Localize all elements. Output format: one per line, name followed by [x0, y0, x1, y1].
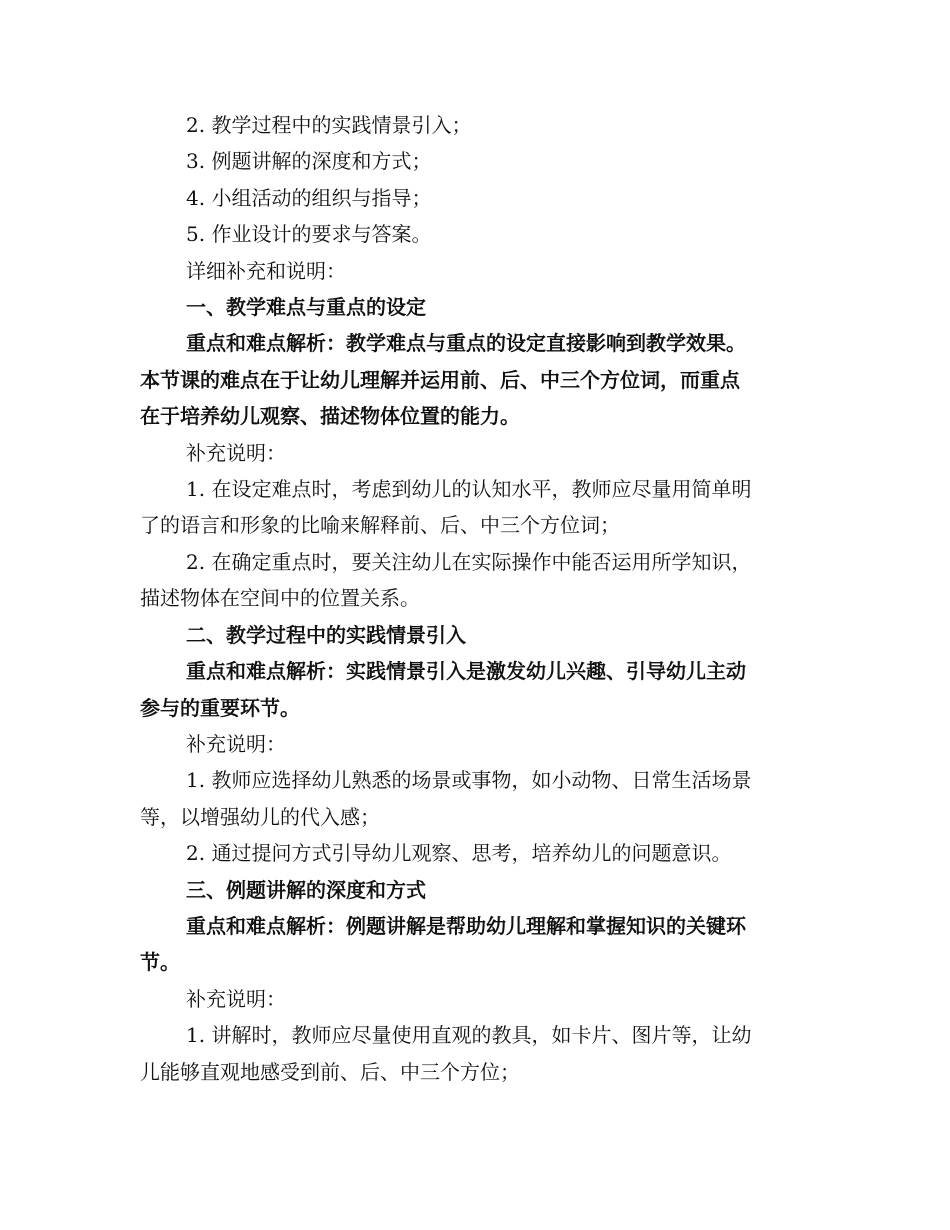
- paragraph-line: 详细补充和说明：: [186, 258, 346, 283]
- analysis-line: 重点和难点解析：教学难点与重点的设定直接影响到教学效果。: [186, 331, 746, 356]
- section-heading: 三、例题讲解的深度和方式: [186, 877, 426, 902]
- section-heading: 一、教学难点与重点的设定: [186, 295, 426, 320]
- analysis-line: 节。: [140, 950, 180, 975]
- list-item-line: 1. 教师应选择幼儿熟悉的场景或事物，如小动物、日常生活场景: [186, 768, 752, 793]
- list-item-line: 5. 作业设计的要求与答案。: [186, 222, 432, 247]
- paragraph-line: 补充说明：: [186, 440, 286, 465]
- list-item-line: 了的语言和形象的比喻来解释前、后、中三个方位词；: [140, 513, 620, 538]
- section-heading: 二、教学过程中的实践情景引入: [186, 622, 466, 647]
- list-item-line: 儿能够直观地感受到前、后、中三个方位；: [140, 1059, 520, 1084]
- list-item-line: 1. 讲解时，教师应尽量使用直观的教具，如卡片、图片等，让幼: [186, 1023, 752, 1048]
- analysis-line: 重点和难点解析：例题讲解是帮助幼儿理解和掌握知识的关键环: [186, 913, 746, 938]
- list-item-line: 2. 通过提问方式引导幼儿观察、思考，培养幼儿的问题意识。: [186, 841, 732, 866]
- list-item-line: 2. 在确定重点时，要关注幼儿在实际操作中能否运用所学知识，: [186, 549, 752, 574]
- analysis-line: 参与的重要环节。: [140, 695, 300, 720]
- list-item-line: 等，以增强幼儿的代入感；: [140, 804, 380, 829]
- list-item-line: 3. 例题讲解的深度和方式；: [186, 149, 432, 174]
- analysis-line: 在于培养幼儿观察、描述物体位置的能力。: [140, 404, 520, 429]
- list-item-line: 2. 教学过程中的实践情景引入；: [186, 113, 472, 137]
- document-body: [140, 107, 808, 1090]
- list-item-line: 1. 在设定难点时，考虑到幼儿的认知水平，教师应尽量用简单明: [186, 477, 752, 502]
- list-item-line: 4. 小组活动的组织与指导；: [186, 185, 432, 210]
- list-item-line: 描述物体在空间中的位置关系。: [140, 586, 420, 611]
- analysis-line: 本节课的难点在于让幼儿理解并运用前、后、中三个方位词，而重点: [140, 367, 740, 392]
- paragraph-line: 补充说明：: [186, 986, 286, 1011]
- analysis-line: 重点和难点解析：实践情景引入是激发幼儿兴趣、引导幼儿主动: [186, 659, 746, 684]
- paragraph-line: 补充说明：: [186, 731, 286, 756]
